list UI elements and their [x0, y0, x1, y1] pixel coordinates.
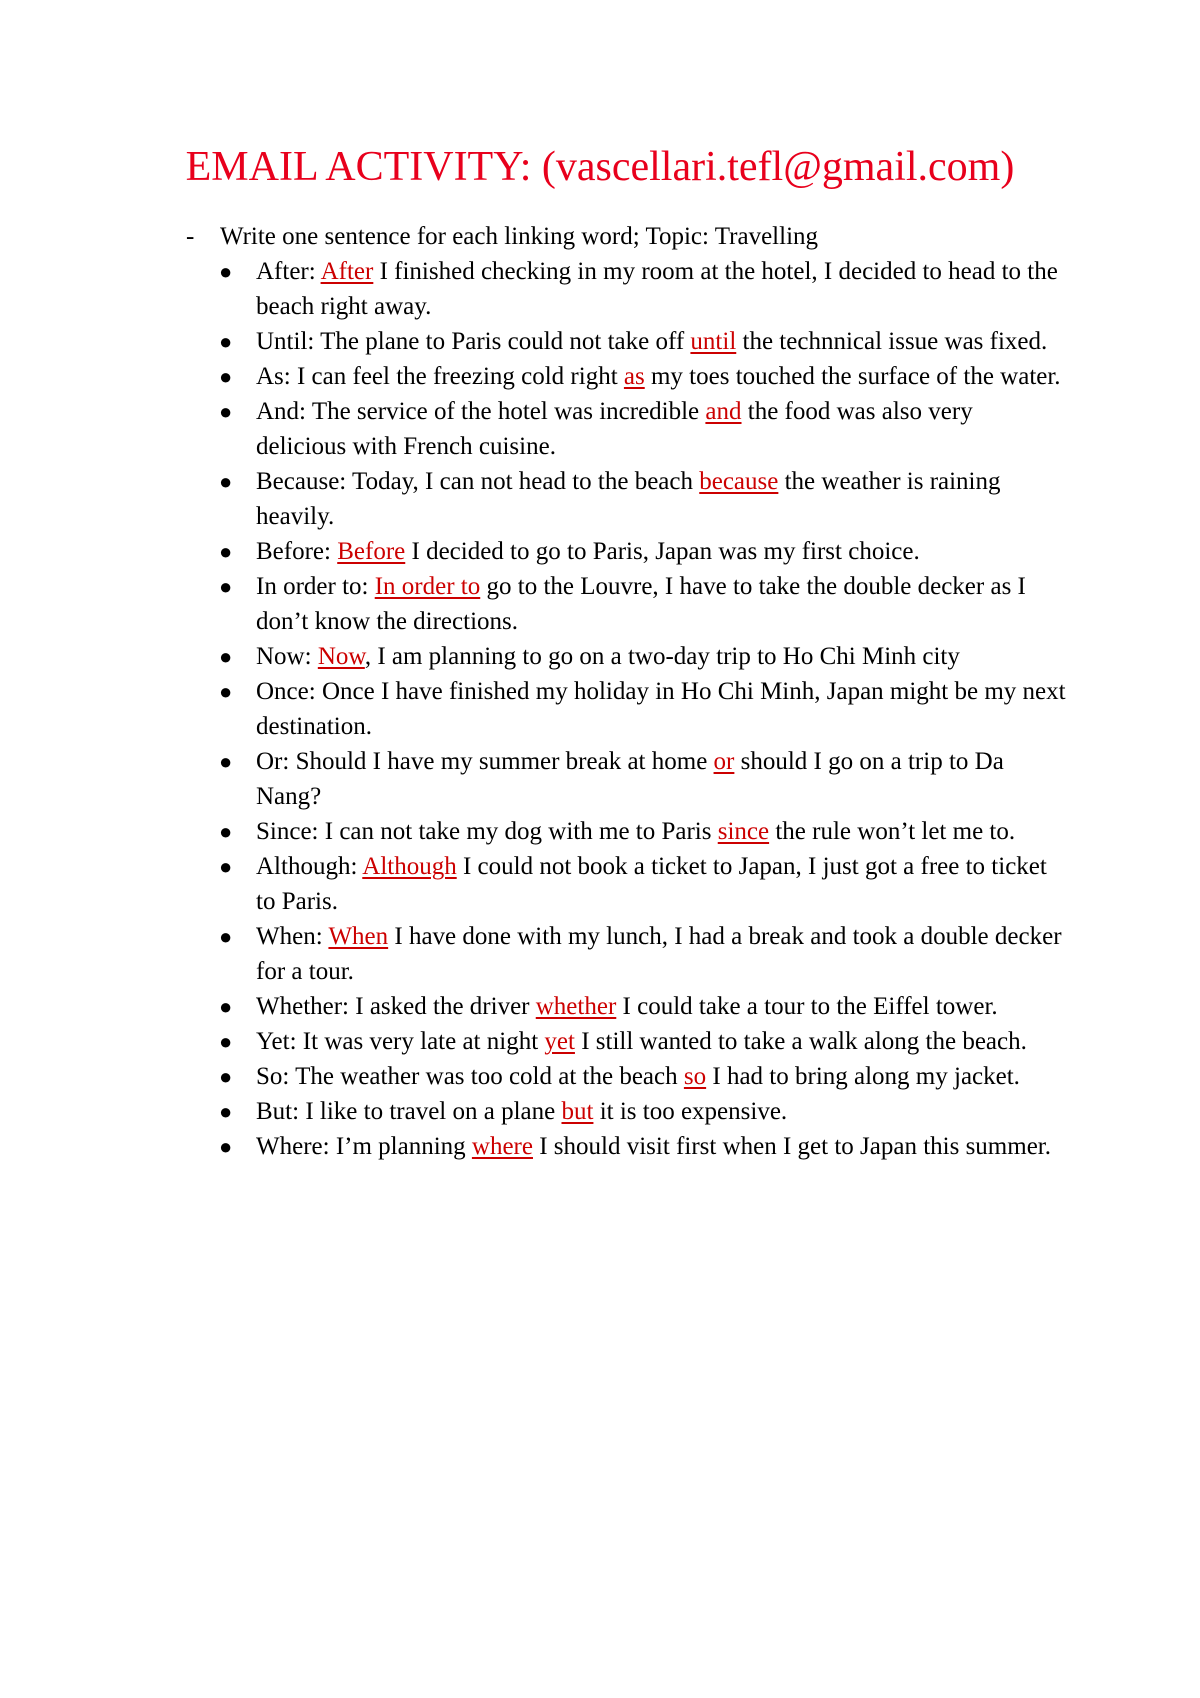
sentence-text-before: It was very late at night [302, 1028, 545, 1055]
bullet-icon: ● [219, 854, 233, 879]
bullet-icon: ● [219, 1099, 233, 1124]
highlighted-linking-word: Before [337, 538, 406, 565]
bullet-icon: ● [219, 399, 233, 424]
sentence-text-after: the weather is raining heavily. [256, 468, 1001, 530]
bullet-icon: ● [219, 329, 233, 354]
page-title: EMAIL ACTIVITY: (vascellari.tefl@gmail.com) [185, 144, 1015, 190]
list-item [216, 639, 1066, 674]
sentence-text-after: the rule won’t let me to. [769, 818, 1016, 845]
sentence-text-after: I still wanted to take a walk along the beach. [574, 1028, 1027, 1055]
sentence-text-after: I decided to go to Paris, Japan was my first choice. [405, 538, 920, 565]
highlighted-linking-word: or [713, 748, 735, 775]
list-item [216, 1094, 1066, 1129]
highlighted-linking-word: After [320, 258, 374, 285]
sentence-text-after: should I go on a trip to Da Nang? [256, 748, 1004, 810]
sentence-text-after: the technnical issue was fixed. [736, 328, 1048, 355]
list-item [216, 674, 1066, 744]
sentence-text-before: I like to travel on a plane [305, 1098, 562, 1125]
bullet-icon: ● [219, 1029, 233, 1054]
sentence-text-before: I can feel the freezing cold right [296, 363, 624, 390]
sentence-text-before: Should I have my summer break at home [295, 748, 714, 775]
list-item [216, 254, 1066, 324]
sentence-text-after: I have done with my lunch, I had a break and took a double decker for a tour. [256, 923, 1062, 985]
list-item [216, 989, 1066, 1024]
bullet-icon: ● [219, 994, 233, 1019]
list-item [216, 359, 1066, 394]
linking-word-label: Or: [256, 748, 296, 775]
sentence-text-before: Today, I can not head to the beach [352, 468, 700, 495]
list-item [216, 919, 1066, 989]
highlighted-linking-word: Although [362, 853, 457, 880]
highlighted-linking-word: but [561, 1098, 594, 1125]
sentence-text-after: the food was also very delicious with French cuisine. [256, 398, 973, 460]
linking-word-label: So: [256, 1063, 296, 1090]
sentence-text-after: I finished checking in my room at the hotel, I decided to head to the beach right away. [256, 258, 1058, 320]
sentence-text-after: , I am planning to go on a two-day trip to Ho Chi Minh city [364, 643, 960, 670]
highlighted-linking-word: yet [544, 1028, 575, 1055]
highlighted-linking-word: and [705, 398, 742, 425]
list-item [216, 569, 1066, 639]
list-item [216, 534, 1066, 569]
linking-word-label: Where: [256, 1133, 336, 1160]
linking-word-label: Because: [256, 468, 353, 495]
list-item [216, 744, 1066, 814]
list-item [216, 1024, 1066, 1059]
linking-word-label: Before: [256, 538, 338, 565]
linking-word-label: Whether: [256, 993, 356, 1020]
sentence-text-after: I should visit first when I get to Japan this summer. [532, 1133, 1051, 1160]
sentence-text-after: I had to bring along my jacket. [706, 1063, 1020, 1090]
bullet-icon: ● [219, 679, 233, 704]
bullet-icon: ● [219, 539, 233, 564]
sentence-text-before: Once I have finished my holiday in Ho Chi Minh, Japan might be my next destination. [256, 678, 1066, 740]
bullet-icon: ● [219, 364, 233, 389]
highlighted-linking-word: In order to [374, 573, 481, 600]
sentence-text-after: I could take a tour to the Eiffel tower. [616, 993, 998, 1020]
list-item [216, 324, 1066, 359]
highlighted-linking-word: as [623, 363, 645, 390]
bullet-icon: ● [219, 924, 233, 949]
instruction-line [186, 219, 818, 254]
bullet-icon: ● [219, 469, 233, 494]
highlighted-linking-word: until [690, 328, 737, 355]
linking-word-label: Now: [256, 643, 318, 670]
linking-word-label: After: [256, 258, 321, 285]
bullet-icon: ● [219, 644, 233, 669]
list-item [216, 1129, 1066, 1164]
linking-word-label: And: [256, 398, 312, 425]
list-item [216, 849, 1066, 919]
sentence-text-after: my toes touched the surface of the water. [644, 363, 1061, 390]
bullet-icon: ● [219, 749, 233, 774]
bullet-icon: ● [219, 1134, 233, 1159]
highlighted-linking-word: since [717, 818, 770, 845]
linking-word-label: As: [256, 363, 297, 390]
list-item [216, 814, 1066, 849]
sentence-text-before: The service of the hotel was incredible [311, 398, 706, 425]
sentence-text-before: I can not take my dog with me to Paris [324, 818, 718, 845]
linking-word-label: Until: [256, 328, 321, 355]
linking-word-label: Although: [256, 853, 363, 880]
instruction-text: Write one sentence for each linking word; Topic: Travelling [220, 223, 819, 250]
sentence-text-after: go to the Louvre, I have to take the double decker as I don’t know the directions. [256, 573, 1026, 635]
highlighted-linking-word: whether [535, 993, 617, 1020]
linking-word-label: But: [256, 1098, 306, 1125]
linking-word-label: Once: [256, 678, 322, 705]
bullet-icon: ● [219, 574, 233, 599]
sentence-text-before: The plane to Paris could not take off [320, 328, 691, 355]
highlighted-linking-word: When [328, 923, 389, 950]
linking-word-list [216, 254, 1066, 1164]
sentence-text-before: I asked the driver [355, 993, 536, 1020]
sentence-text-after: I could not book a ticket to Japan, I just got a free to ticket to Paris. [256, 853, 1047, 915]
sentence-text-before: I’m planning [335, 1133, 472, 1160]
dash-marker: - [186, 223, 195, 250]
list-item [216, 464, 1066, 534]
linking-word-label: Yet: [256, 1028, 303, 1055]
list-item [216, 394, 1066, 464]
highlighted-linking-word: where [471, 1133, 533, 1160]
bullet-icon: ● [219, 259, 233, 284]
sentence-text-before: The weather was too cold at the beach [295, 1063, 684, 1090]
highlighted-linking-word: because [699, 468, 779, 495]
bullet-icon: ● [219, 1064, 233, 1089]
highlighted-linking-word: so [683, 1063, 707, 1090]
sentence-text-after: it is too expensive. [593, 1098, 788, 1125]
linking-word-label: In order to: [256, 573, 375, 600]
linking-word-label: When: [256, 923, 329, 950]
highlighted-linking-word: Now [317, 643, 365, 670]
linking-word-label: Since: [256, 818, 325, 845]
list-item [216, 1059, 1066, 1094]
bullet-icon: ● [219, 819, 233, 844]
